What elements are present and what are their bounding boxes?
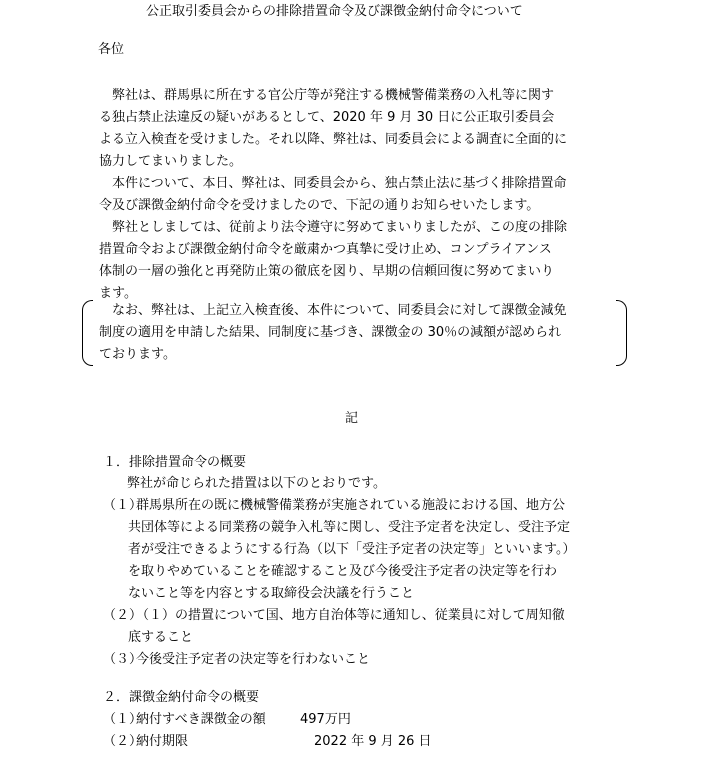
body-paragraph-3-line-4: ます。 <box>99 286 137 301</box>
section-1-item-1-line-1: 群馬県所在の既に機械警備業務が実施されている施設における国、地方公 <box>136 498 566 513</box>
section-1-item-3-line-1: 今後受注予定者の決定等を行わないこと <box>136 652 371 667</box>
body-paragraph-3-line-3: 体制の一層の強化と再発防止策の徹底を図り、早期の信頼回復に努めてまいり <box>99 264 555 279</box>
body-paragraph-1-line-2: る独占禁止法違反の疑いがあるとして、2020 年 9 月 30 日に公正取引委員会 <box>99 110 555 125</box>
section-1-item-1-label: （１） <box>103 498 143 513</box>
section-1-item-1-line-3: 者が受注できるようにする行為（以下「受注予定者の決定等」といいます。） <box>128 542 576 557</box>
section-2-item-1-label: （１） <box>103 712 143 727</box>
section-1-item-1-line-5: ないこと等を内容とする取締役会決議を行うこと <box>128 586 415 601</box>
section-1-item-2-label: （２） <box>103 608 143 623</box>
section-2-item-1-value: 497万円 <box>300 712 351 727</box>
section-1-item-2-line-2: 底すること <box>128 630 194 645</box>
body-paragraph-3-line-2: 措置命令および課徴金納付命令を厳粛かつ真摯に受け止め、コンプライアンス <box>99 242 552 257</box>
body-paragraph-4-line-1: なお、弊社は、上記立入検査後、本件について、同委員会に対して課徴金減免 <box>112 303 567 318</box>
section-2-item-1-name: 納付すべき課徴金の額 <box>136 712 266 727</box>
bracket-right <box>616 300 627 366</box>
body-paragraph-2-line-1: 本件について、本日、弊社は、同委員会から、独占禁止法に基づく排除措置命 <box>112 176 567 191</box>
section-1-item-1-line-2: 共団体等による同業務の競争入札等に関し、受注予定者を決定し、受注予定 <box>128 520 571 535</box>
salutation: 各位 <box>98 42 125 57</box>
body-paragraph-1-line-1: 弊社は、群馬県に所在する官公庁等が発注する機械警備業務の入札等に関す <box>112 88 555 103</box>
bracket-left <box>82 300 93 366</box>
section-1-item-2-line-1: （１）の措置について国、地方自治体等に通知し、従業員に対して周知徹 <box>136 608 565 623</box>
section-2-item-2-label: （２） <box>103 734 143 749</box>
body-paragraph-1-line-4: 協力してまいりました。 <box>99 154 243 169</box>
section-1-heading: １．排除措置命令の概要 <box>103 455 247 470</box>
page-title: 公正取引委員会からの排除措置命令及び課徴金納付命令について <box>146 4 523 19</box>
section-2-item-2-name: 納付期限 <box>136 734 189 749</box>
record-mark: 記 <box>345 411 359 426</box>
section-1-intro: 弊社が命じられた措置は以下のとおりです。 <box>127 476 386 491</box>
section-2-item-2-value: 2022 年 9 月 26 日 <box>314 734 432 749</box>
body-paragraph-2-line-2: 令及び課徴金納付命令を受けましたので、下記の通りお知らせいたします。 <box>99 198 540 213</box>
section-1-item-3-label: （３） <box>103 652 143 667</box>
body-paragraph-4-line-2: 制度の適用を申請した結果、同制度に基づき、課徴金の 30％の減額が認められ <box>99 325 562 340</box>
section-1-item-1-line-4: を取りやめていることを確認すること及び今後受注予定者の決定等を行わ <box>128 564 558 579</box>
body-paragraph-1-line-3: よる立入検査を受けました。それ以降、弊社は、同委員会による調査に全面的に <box>99 132 568 147</box>
body-paragraph-3-line-1: 弊社としましては、従前より法令遵守に努めてまいりましたが、この度の排除 <box>112 220 568 235</box>
section-2-heading: ２．課徴金納付命令の概要 <box>103 690 260 705</box>
body-paragraph-4-line-3: ております。 <box>99 347 176 362</box>
